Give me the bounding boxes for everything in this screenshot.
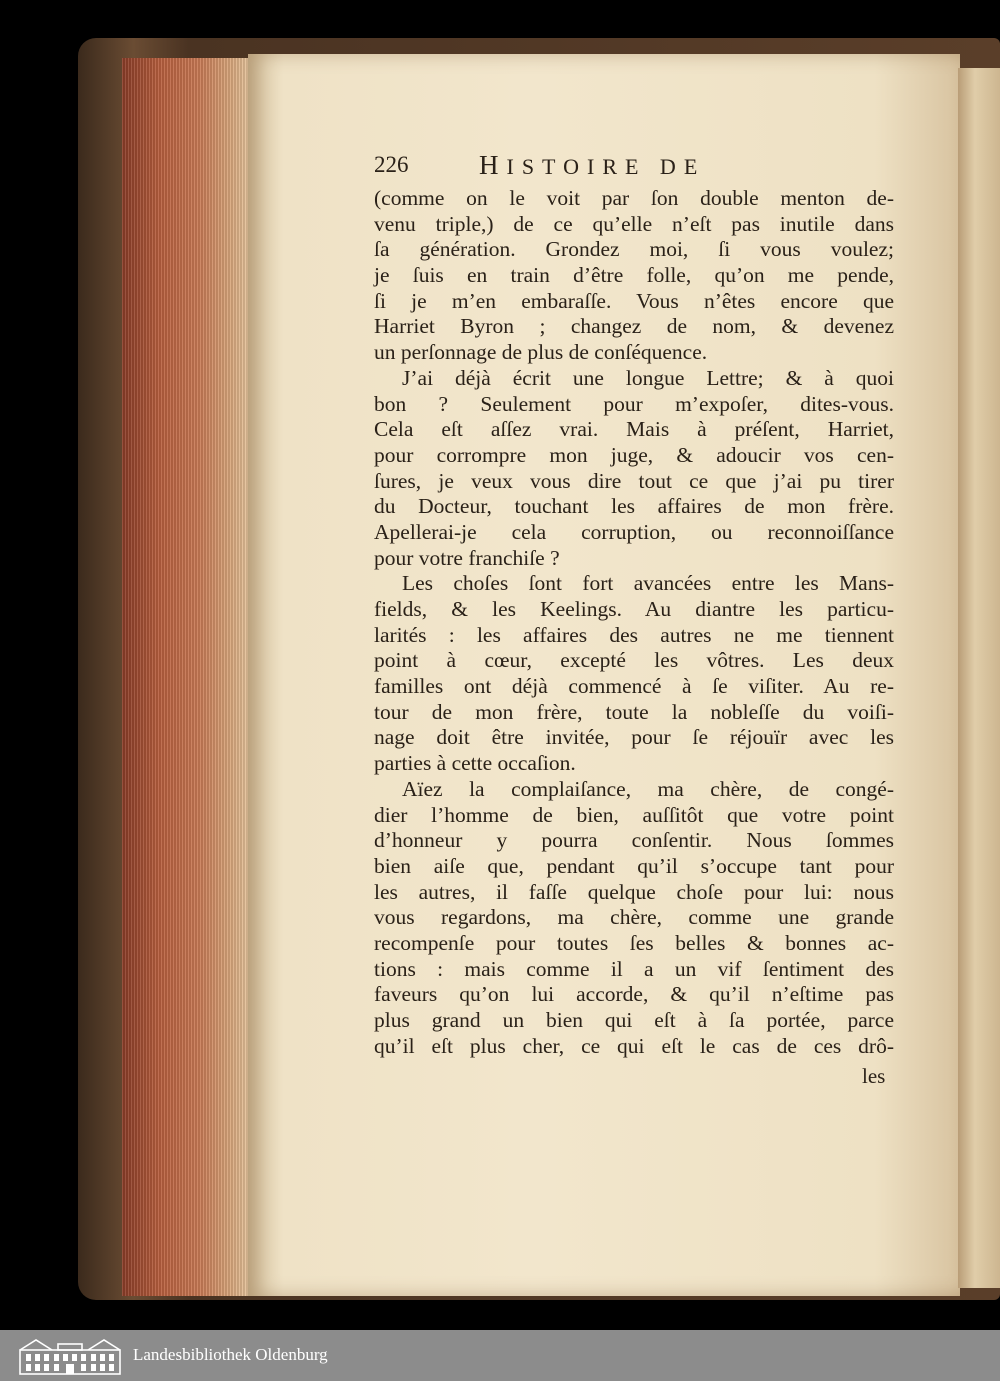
text-line: du Docteur, touchant les affaires de mon frère. bbox=[374, 494, 894, 519]
text-line: tour de mon frère, toute la nobleſſe du voiſi- bbox=[374, 699, 894, 724]
text-line: faveurs qu’on lui accorde, & qu’il n’eſtime pas bbox=[374, 982, 894, 1007]
page-text bbox=[374, 146, 894, 1059]
text-line: ſa génération. Grondez moi, ſi vous voulez; bbox=[374, 237, 894, 262]
text-line: J’ai déjà écrit une longue Lettre; & à quoi bbox=[402, 365, 894, 390]
text-line: pour votre franchiſe ? bbox=[374, 545, 560, 570]
text-line: dier l’homme de bien, auſſitôt que votre point bbox=[374, 802, 894, 827]
running-head: HISTOIRE DE bbox=[479, 150, 706, 180]
text-line: Apellerai-je cela corruption, ou reconnoiſſance bbox=[374, 519, 894, 544]
catchword: les bbox=[862, 1064, 886, 1088]
text-line: plus grand un bien qui eſt à ſa portée, parce bbox=[374, 1008, 894, 1032]
text-line: qu’il eſt plus cher, ce qui eſt le cas de ces drô- bbox=[374, 1033, 894, 1058]
text-line: larités : les affaires des autres ne me tiennent bbox=[374, 622, 894, 647]
text-line: (comme on le voit par ſon double menton de- bbox=[374, 186, 894, 210]
text-line: recompenſe pour toutes ſes belles & bonnes ac- bbox=[374, 930, 894, 955]
text-line: je ſuis en train d’être folle, qu’on me pende, bbox=[374, 263, 894, 288]
text-line: Cela eſt aſſez vrai. Mais à préſent, Harriet, bbox=[374, 417, 894, 442]
library-footer bbox=[0, 1330, 1000, 1381]
text-line: d’honneur y pourra conſentir. Nous ſommes bbox=[374, 828, 894, 853]
text-line: nage doit être invitée, pour ſe réjouïr avec les bbox=[374, 725, 894, 750]
facing-page-edge bbox=[958, 68, 1000, 1288]
text-line: point à cœur, excepté les vôtres. Les deux bbox=[374, 648, 894, 673]
text-line: fields, & les Keelings. Au diantre les particu- bbox=[374, 597, 894, 621]
text-line: ſures, je veux vous dire tout ce que j’ai pu tirer bbox=[374, 468, 894, 493]
text-line: Les choſes ſont fort avancées entre les Mans- bbox=[402, 571, 894, 596]
text-line: venu triple,) de ce qu’elle n’eſt pas inutile dans bbox=[374, 211, 894, 236]
text-line: bon ? Seulement pour m’expoſer, dites-vous. bbox=[374, 391, 894, 416]
text-line: vous regardons, ma chère, comme une grande bbox=[374, 905, 894, 930]
text-line: pour corrompre mon juge, & adoucir vos cen- bbox=[374, 442, 894, 467]
page-header bbox=[374, 146, 894, 186]
text-line: tions : mais comme il a un vif ſentiment des bbox=[374, 956, 894, 981]
text-line: Aïez la complaiſance, ma chère, de congé- bbox=[402, 776, 894, 801]
text-lines bbox=[374, 186, 894, 1059]
library-building-icon bbox=[18, 1336, 122, 1376]
text-line: parties à cette occaſion. bbox=[374, 751, 576, 776]
text-line: familles ont déjà commencé à ſe viſiter. Au re- bbox=[374, 674, 894, 699]
text-line: bien aiſe que, pendant qu’il s’occupe tant pour bbox=[374, 853, 894, 878]
text-line: Harriet Byron ; changez de nom, & devenez bbox=[374, 314, 894, 339]
text-line: les autres, il faſſe quelque choſe pour lui: nous bbox=[374, 879, 894, 904]
page-edges bbox=[122, 58, 250, 1296]
text-line: un perſonnage de plus de conſéquence. bbox=[374, 340, 708, 365]
text-line: ſi je m’en embaraſſe. Vous n’êtes encore que bbox=[374, 288, 894, 313]
page-number: 226 bbox=[374, 152, 409, 177]
library-name: Landesbibliothek Oldenburg bbox=[133, 1345, 328, 1364]
